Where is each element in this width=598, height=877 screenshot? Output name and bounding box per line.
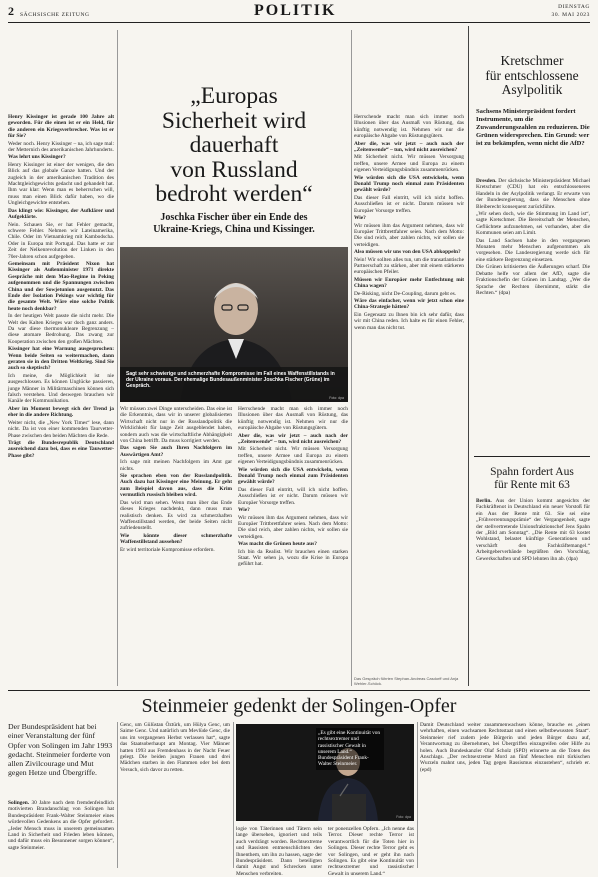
interview-column-4: Herrschende macht man sich immer noch Illusionen über das Ausmaß von Rüstung, das künftig notwendig ist. Nehmen wir nur die europäische Abgabe von Rüstungsgütern. Aber die, was wir jetzt – auch nach der „Zeitenwende“ – tun, wird nicht ausreichen? Mit Sicherheit nicht. Wir müssen Versorgung treffen, unsere Armee und Europa zu einem eigenen Verteidigungsbündnis zusammenrücken. Wie würden sich die USA entwickeln, wenn Donald Trump noch einmal zum Präsidenten gewählt würde? Das dieser Fall eintritt, will ich nicht hoffen. Ausschließen ist er nicht. Darum müssen wir Europäer Vorsorge treffen. Wie? Wir müssen ihm das Argument nehmen, dass wir Europäer Trittbrettfahrer seien. Nach dem Motto: Die sind reich, aber zahlen nichts, wir sollen sie verteidigen. Also müssen wir uns von den USA abkoppeln? Nein! Wir sollten alles tun, um die transatlantische Partnerschaft zu stärken, aber mit einem stärkeren europäischen Pfeiler. Müssen wir Europäer mehr Entfechtung mit China wagen? De-Risking, nicht De-Coupling, darum geht es. Wäre das einfacher, wenn wir jetzt schon eine China-Strategie hätten? Ein Gegensatz zu Ihnen bin ich sehr dafür, dass wir mit China reden. Ich halte es für einen Fehler, wenn man das nicht tut. — [354, 114, 464, 331]
photo-credit: Foto: dpa — [396, 815, 411, 819]
sidebar-headline-kretschmer: Kretschmer für entschlossene Asylpolitik — [485, 53, 579, 97]
bottom-story-headline: Steinmeier gedenkt der Solingen-Opfer — [141, 695, 457, 717]
column-divider — [417, 722, 418, 868]
column-divider — [468, 26, 469, 686]
interview-quote: „Europas Sicherheit wird dauerhaft von Russland bedroht werden“ — [155, 83, 313, 207]
bottom-story-column-3: logie von Täterinnen und Tätern sein lange übersehen, ignoriert und teils auch verdrängt worden. Rechtsextreme und Rassisten entmenschlichten den Ihnenthem, um ihn zu hassen, sagte der Bundespräsident. Dann beteiligten damit Angst und Schrecken unter Menschen verbreiten. — [236, 826, 322, 877]
bottom-story-column-1: Solingen. 30 Jahre nach dem fremdenfeindlich motivierten Brandanschlag von Solingen hat Bundespräsident Frank-Walter Steinmeier eines würdevollen Gedenkens an die Opfer gefordert. „Jeder Mensch muss in unserem gemeinsamen Land in Sicherheit und Frieden leben können, und dafür muss ein Besonnener sorgen können“, sagte Steinmeier. — [8, 800, 114, 851]
interview-subhead: Joschka Fischer über ein Ende des Ukraine-Kriegs, China und Kissinger. — [153, 212, 315, 235]
photo-caption: Sagt sehr schwierige und schmerzhafte Kompromisse im Fall eines Waffenstillstands in der Ukraine voraus. Der ehemalige Bundesaußenminister Joschka Fischer (Grüne) im Gespräch. — [126, 371, 335, 389]
pull-quote: „Es gibt eine Kontinuität von rechtsextremer und rassistischer Gewalt in unserem Land.“ Bundespräsident Frank-Walter Steinmeier. — [316, 728, 384, 770]
bottom-story-rule — [8, 690, 590, 691]
sidebar-lead-kretschmer: Sachsens Ministerpräsident fordert Instrumente, um die Zuwanderungszahlen zu reduzieren. Die Grünen widersprechen. Ein Grund: wer ist zu bekämpfen, wenn nicht die AfD? — [476, 108, 590, 147]
paper-name: SÄCHSISCHE ZEITUNG — [20, 12, 90, 18]
column-divider — [233, 722, 234, 868]
column-divider — [117, 30, 118, 686]
sidebar-body-spahn: Berlin. Aus der Union kommt angesichts der Fachkräftenot in Deutschland ein neuer Vorstoß für ein Aus der Rente mit 63. Sie sei eine „Frühverrentungsprämie“ der Vergangenheit, sagte der stellvertretende Unionsfraktionschef Jens Spahn der „Bild am Sonntag“. „Die Rente mit 63 kostet Wohlstand, belastet künftige Generationen und verschärft den Fachkräftemangel.“ Arbeitgeberverbände begrüßten den Vorschlag, Gewerkschaften und SPD lehnten ihn ab. (dpa) — [476, 498, 590, 562]
section-title: POLITIK — [254, 2, 337, 19]
sidebar-headline-spahn: Spahn fordert Aus für Rente mit 63 — [490, 466, 574, 491]
page-number: 2 — [8, 4, 14, 18]
interview-column-2: Wir müssen zwei Dinge unterscheiden. Das eine ist die Erkenntnis, dass wir in unserer globalisierten Wirtschaft nicht nur in der Russlandpolitik die Wirklichkeit für lange Zeit ausgeblendet haben, sondern auch was die wirtschaftliche Abhängigkeit von China betrifft. Da muss korrigiert werden. Das sagen Sie auch Ihren Nachfolgern im Auswärtigen Amt? Ich sage mit meinen Nachfolgern im Amt gar nichts. Sie sprachen eben von der Russlandpolitik. Auch dazu hat Kissinger eine Meinung. Er geht zum Beispiel davon aus, dass die Krim vermutlich russisch bleiben wird. Das wird man sehen. Wenn man über das Ende dieses Krieges nachdenkt, dann muss man realistisch denken. Es wird zu schmerzhaften Waffenstillstand werden, der beide Seiten nicht zufriedenstellt. Wie könnte dieser schmerzhafte Waffenstillstand aussehen? Er wird territoriale Kompromisse erfordern. — [120, 406, 232, 553]
bottom-story-lead: Der Bundespräsident hat bei einer Veranstaltung der fünf Opfer von Solingen im Jahr 1993 gedacht. Steinmeier forderte von allen Zivilcourage und Mut gegen Hetze und Übergriffe. — [8, 722, 113, 778]
issue-weekday: DIENSTAG — [558, 4, 590, 10]
bottom-story-column-5: Damit Deutschland weiter zusammenwachsen könne, brauche es „einen wehrhaften, einen wachsamen Rechtsstaat und einen selbstbewussten Staat“. Steinmeier rief zudem jede Bürgerin und jeden Bürger dazu auf, Verantwortung zu übernehmen, bei Übergriffen einzugreifen oder Hilfe zu holen. Auch Bundeskanzler Olaf Scholz (SPD) erinnerte an die Toten des Anschlags. „Der rechtsextreme Mord an fünf Menschen mit türkischen Wurzeln mahnt uns, jeden Tag gegen Rassismus einzustehen“, schrieb er. (epd) — [420, 722, 590, 773]
sidebar-body-kretschmer: Dresden. Der sächsische Ministerpräsident Michael Kretschmer (CDU) hat ein entschlosseneres Handeln in der Asylpolitik verlangt. Er erwarte von der Bundesregierung, dass sie Menschen ohne Bleiberecht konsequent zurückführe. „Wir sehen doch, wie die Stimmung im Land ist“, sagte Kretschmer. Die Bereitschaft der Menschen, Geflüchtete aufzunehmen, sei vorhanden, aber die Kommunen seien am Limit. Das Land Sachsen habe in den vergangenen Monaten mehr Menschen aufgenommen als vorgesehen. Die Landesregierung werde sich für eine stärkere Begrenzung einsetzen. Die Grünen kritisierten die Äußerungen scharf. Die Debatte helfe vor allem der AfD, sagte die Fraktionschefin der Grünen im Landtag. „Wer die Sprache der Rechten übernimmt, stärkt die Rechten.“ (dpa) — [476, 178, 590, 296]
photo-credit: Foto: dpa — [329, 396, 344, 400]
interview-intro: Henry Kissinger ist gerade 100 Jahre alt geworden. Für die einen ist er ein Held, für die anderen ein Kriegsverbrecher. Was ist er für Sie? — [8, 114, 114, 140]
masthead-rule — [8, 22, 590, 23]
sidebar-divider — [474, 456, 590, 457]
bottom-story-column-2: Genc, um Gülüstan Öztürk, um Hülya Genc, um Saime Genc. Und natürlich um Mevlüde Genc, die uns im vergangenen Herbst verlassen hat“, sagte das Staatsoberhaupt am Montag. Vier Männer hatten 1993 aus Fremdenhass in der Nacht Feuer gelegt. Die beiden jungen Frauen und drei Mädchen starben in den Flammen oder bei dem Versuch, sich davor zu retten. — [120, 722, 230, 773]
issue-date: 30. MAI 2023 — [551, 12, 590, 18]
interview-column-3: Herrschende macht man sich immer noch Illusionen über das Ausmaß von Rüstung, das künftig notwendig ist. Nehmen wir nur die europäische Abgabe von Rüstungsgütern. Aber die, was wir jetzt – auch nach der „Zeitenwende“ – tun, wird nicht ausreichen? Mit Sicherheit nicht. Wir müssen Versorgung treffen, unsere Armee und Europa zu einem eigenen Verteidigungsbündnis zusammenrücken. Wie würden sich die USA entwickeln, wenn Donald Trump noch einmal zum Präsidenten gewählt würde? Das dieser Fall eintritt, will ich nicht hoffen. Ausschließen ist er nicht. Darum müssen wir Europäer Vorsorge treffen. Wie? Wir müssen ihm das Argument nehmen, dass wir Europäer Trittbrettfahrer seien. Nach dem Motto: Die sind reich, aber zahlen nichts, wir sollen sie verteidigen. Was macht die Grünen heute aus? Ich bin da Realist. Wir brauchen einen starken Staat. Wir sehen ja, wozu die Krise in Europa geführt hat. — [238, 406, 348, 568]
bottom-story-column-4: ter ponenzellen Opfern. „Ich nenne das Terror. Dieser rechte Terror ist verantwortlich für die Toten hier in Solingen. Dieser rechte Terror geht es vor Solingen, und er geht ihn nach Solingen. Es gibt eine Kontinuität von rechtsextremer und rassistischer Gewalt in unserem Land.“ — [328, 826, 414, 877]
column-divider — [117, 722, 118, 868]
interview-photo — [120, 247, 348, 402]
column-divider — [351, 30, 352, 686]
interview-credit: Das Gespräch führten Stephan-Andreas Casdorff und Anja Wehler-Schöck. — [354, 676, 459, 686]
interview-column-1: Henry Kissinger ist gerade 100 Jahre alt geworden. Für die einen ist er ein Held, für die anderen ein Kriegsverbrecher. Was ist er für Sie? Weder noch. Henry Kissinger – na, ich sage mal: der Metternich des amerikanischen Jahrhunderts. Was lehrt uns Kissinger? Henry Kissinger ist einer der wenigen, die den Blick auf das globale Ganze hatten. Und der zugleich in der amerikanischen Tradition des Machtgleichgewichts gedacht und gehandelt hat. Ihm war klar: Wenn man es beherrschen will, muss man einen Blick dafür haben, wo die Ungleichgewichte entstehen. Das klingt wie: Kissinger, der Aufklärer und Aufgeklärte. Nein. Schauen Sie, er hat Fehler gemacht, schwere Fehler. Nehmen wir Lateinamerika, Chile. Oder im Vietnamkrieg mit Kambodscha. Oder in Europa mit Portugal. Das hatte er zur Zeit der Nelkenrevolution der Linken in den 70er-Jahren schon aufgegeben. Gemeinsam mit Präsident Nixon hat Kissinger als Außenminister 1971 direkte Gespräche mit dem Mao-Regime in Peking aufgenommen und die Spannungen zwischen China und der Sowjetunion ausgenutzt. Das Ende der Isolation Pekings war wichtig für die gesamte Welt. Wäre eine solche Politik heute noch denkbar? In der heutigen Welt passte die nicht mehr. Die Welt des Kalten Krieges war doch ganz anders. Da war diese thermonukleare Begrenzung – diese atomare Bedrohung. Das zwang zur Kooperation zwischen den großen Mächten. Kissinger hat eine Warnung ausgesprochen: Wenn beide Seiten so weitermachen, dann geraten sie in den Dritten Weltkrieg. Sind Sie auch so skeptisch? Ich meine, die Möglichkeit ist nie ausgeschlossen. Es können Unglücke passieren, junge Männer in Militärmaschinen können sich falsch verstehen. Und deswegen brauchen wir Kanäle der Kommunikation. Aber im Moment bewegt sich der Trend ja eher in die andere Richtung. Weiter nicht, die „New York Times“ lese, dann nicht. Da ist von einer kommenden Taurvetter-Phase zwischen den beiden Mächten die Rede. Trägt die Bundesrepublik Deutschland ausreichend dazu bei, dass es eine Tauwetter-Phase gibt? — [8, 114, 114, 459]
